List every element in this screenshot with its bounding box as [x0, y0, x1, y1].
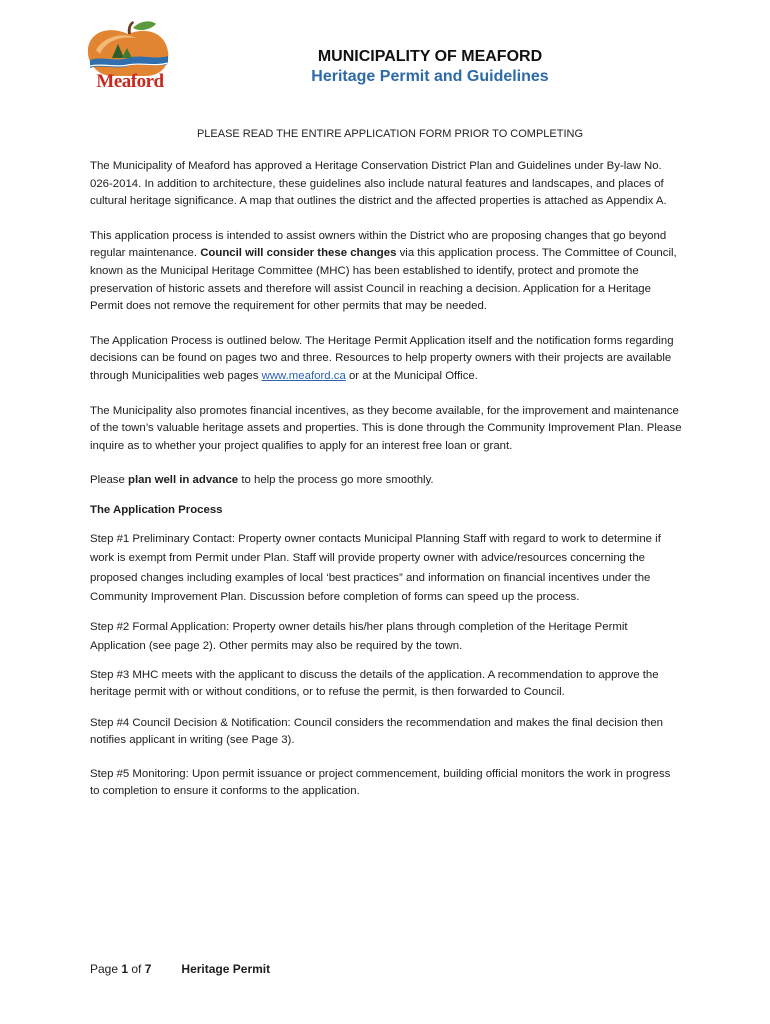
read-notice: PLEASE READ THE ENTIRE APPLICATION FORM PRIOR TO COMPLETING — [196, 128, 584, 140]
page-total: 7 — [144, 962, 152, 976]
text-run: This application process is intended to assist owners within the District who are proposing changes that go beyond regular maintenance. — [90, 229, 667, 260]
step-2: Step #2 Formal Application: Property owner details his/her plans through completion of the Heritage Permit Application (see page 2). Other permits may also be required by the town. — [90, 620, 628, 652]
page-footer — [90, 962, 270, 976]
footer-title: Heritage Permit — [181, 962, 271, 976]
incentives-paragraph: The Municipality also promotes financial incentives, as they become available, for the improvement and maintenance of the town’s valuable heritage assets and properties. This is done through the Community Improvement Plan. Please inquire as to whether your project qualifies to apply for an interest free loan or grant. — [90, 404, 682, 452]
page-of: of — [128, 962, 145, 976]
text-run: via this application process. The Committee of Council, known as the Municipal Heritage Committee (MHC) has been established to identify, protect and promote the preservation of historic assets and therefore will assist Council in reaching a decision. Application for a Heritage Permit does not remove the requirement for other permits that may be needed. — [90, 247, 677, 313]
meaford-website-link[interactable]: www.meaford.ca — [261, 369, 346, 382]
process-paragraph — [90, 228, 682, 316]
step-1: Step #1 Preliminary Contact: Property owner contacts Municipal Planning Staff with regard to work to determine if work is exempt from Permit under Plan. Staff will provide property owner with advice/resources concerning the proposed changes including examples of local ‘best practices” and information on financial incentives under the Community Improvement Plan. Discussion before completion of forms can speed up the process. — [90, 532, 661, 603]
intro-paragraph: The Municipality of Meaford has approved a Heritage Conservation District Plan and Guidelines under By-law No. 026-2014. In addition to architecture, these guidelines also include natural features and landscapes, and places of cultural heritage significance. A map that outlines the district and the affected properties is attached as Appendix A. — [90, 160, 667, 208]
page-title: MUNICIPALITY OF MEAFORD — [317, 48, 543, 65]
step-5: Step #5 Monitoring: Upon permit issuance or project commencement, building official monitors the work in progress to completion to ensure it conforms to the application. — [90, 767, 671, 797]
document-body — [90, 158, 682, 811]
text-run: or at the Municipal Office. — [345, 369, 478, 382]
text-run: to help the process go more smoothly. — [238, 474, 434, 487]
page-label: Page — [90, 962, 122, 976]
leaf-icon — [133, 21, 156, 30]
section-heading: The Application Process — [90, 503, 223, 516]
text-run: The Application Process is outlined below. The Heritage Permit Application itself and the notification forms regarding decisions can be found on pages two and three. Resources to help property owners with their projects are available through Municipalities web pages — [90, 334, 674, 382]
meaford-logo — [76, 20, 180, 96]
page-number: 1 — [121, 962, 129, 976]
text-run: Please — [90, 474, 128, 487]
page-subtitle: Heritage Permit and Guidelines — [311, 68, 549, 85]
plan-ahead-paragraph — [90, 472, 682, 490]
bold-text-run: plan well in advance — [128, 474, 239, 487]
step-3: Step #3 MHC meets with the applicant to discuss the details of the application. A recommendation to approve the heritage permit with or without conditions, or to refuse the permit, is then forwarded to Council. — [90, 668, 659, 698]
logo-wordmark: Meaford — [96, 71, 164, 92]
outline-paragraph — [90, 333, 682, 386]
step-4: Step #4 Council Decision & Notification: Council considers the recommendation and makes the final decision then notifies applicant in writing (see Page 3). — [90, 716, 664, 746]
bold-text-run: Council will consider these changes — [200, 247, 397, 260]
